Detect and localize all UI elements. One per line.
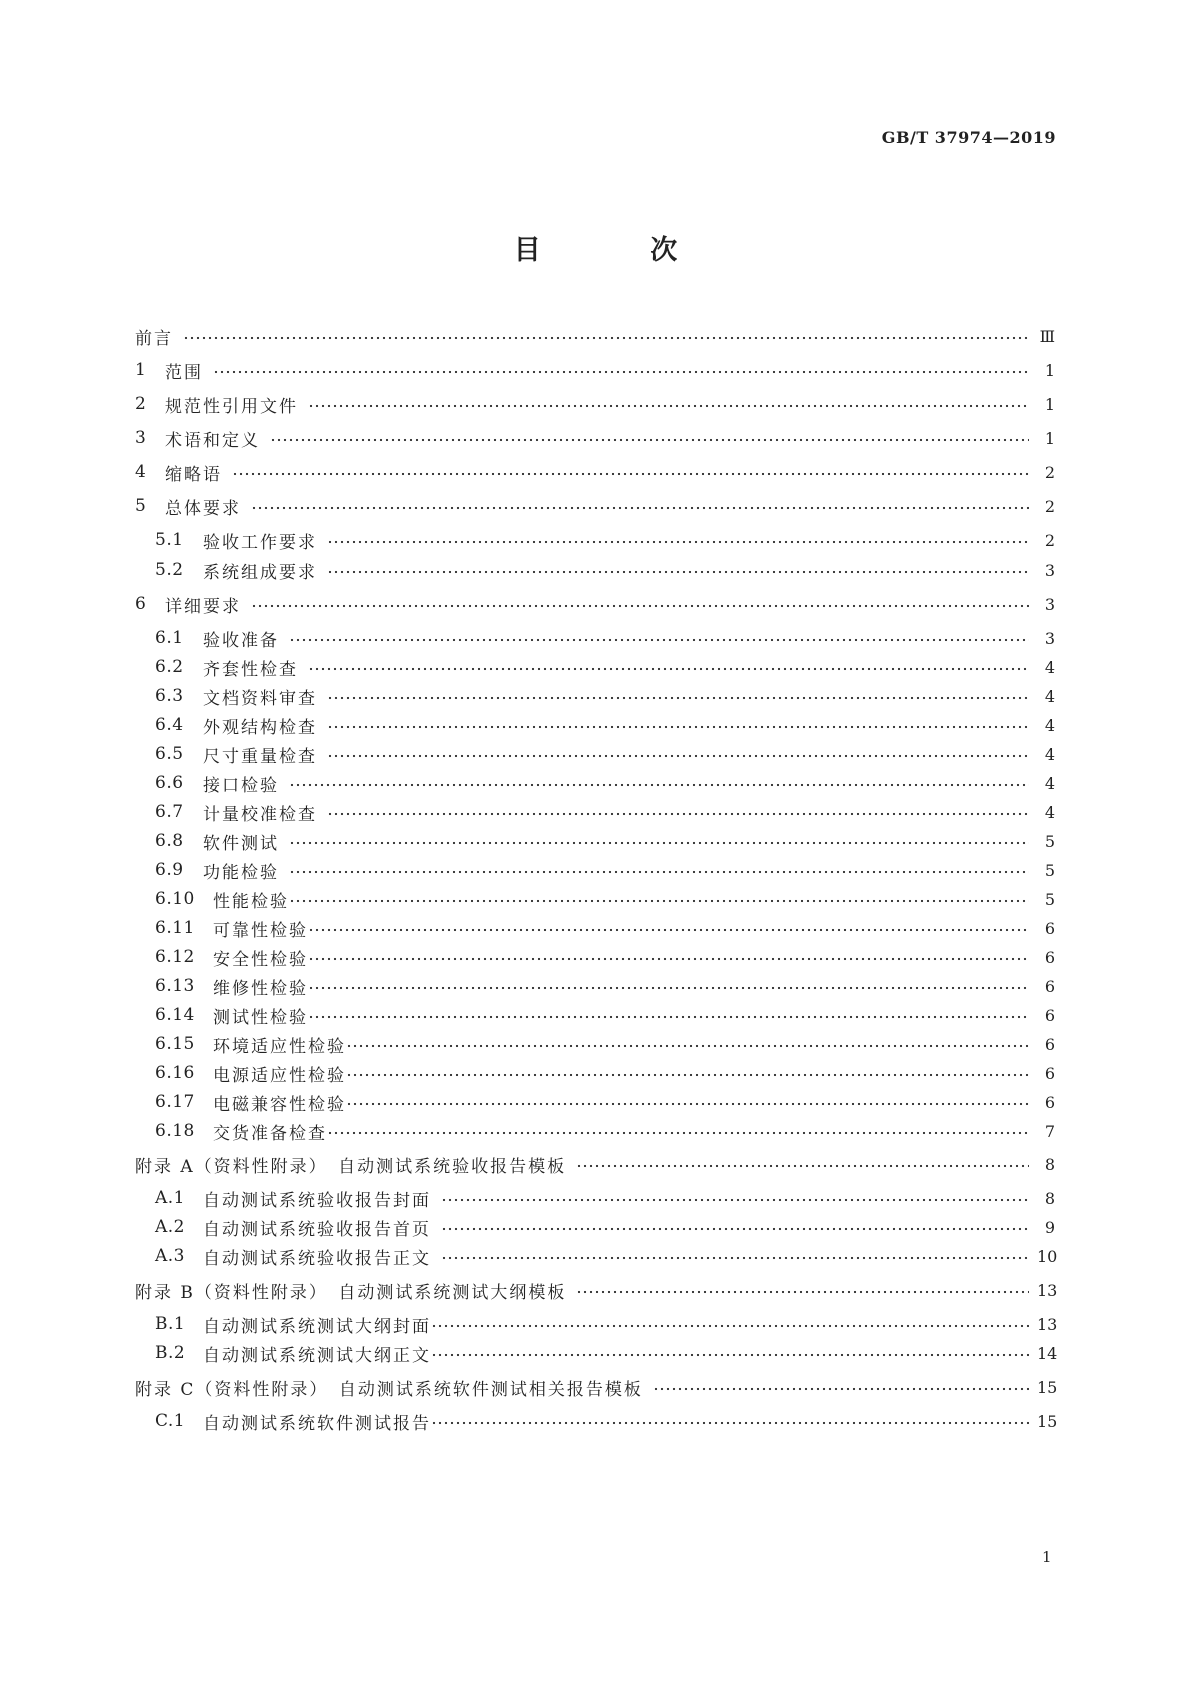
toc-entry-page: 6 <box>1044 976 1055 996</box>
toc-leader-dots <box>308 404 1029 408</box>
toc-entry-label: 前言 <box>135 328 173 349</box>
toc-entry-label: 附录 C（资料性附录） 自动测试系统软件测试相关报告模板 <box>135 1379 643 1400</box>
toc-leader-dots <box>308 957 1029 961</box>
toc-entry-number: 6.9 <box>155 860 184 880</box>
toc-leader-dots <box>327 540 1029 544</box>
toc-entry-page: Ⅲ <box>1039 326 1055 346</box>
toc-entry-label: 验收准备 <box>203 630 279 651</box>
toc-leader-dots <box>327 725 1029 729</box>
toc-entry-appendix[interactable] <box>135 1278 1058 1303</box>
toc-entry[interactable] <box>135 1032 1055 1056</box>
toc-leader-dots <box>289 841 1029 845</box>
toc-entry-page: 2 <box>1044 496 1055 516</box>
toc-entry-page: 9 <box>1044 1217 1055 1237</box>
toc-leader-dots <box>308 667 1029 671</box>
toc-entry-page: 2 <box>1044 462 1055 482</box>
toc-entry-label: 范围 <box>165 362 203 383</box>
toc-entry[interactable] <box>135 1341 1058 1366</box>
toc-leader-dots <box>346 1102 1029 1106</box>
toc-entry-number: 6.2 <box>155 657 184 677</box>
toc-entry[interactable] <box>135 1312 1058 1337</box>
toc-entry-page: 6 <box>1044 1092 1055 1112</box>
toc-entry-number: A.3 <box>155 1246 185 1266</box>
toc-entry-label: 交货准备检查 <box>213 1123 327 1144</box>
toc-entry-label: 附录 B（资料性附录） 自动测试系统测试大纲模板 <box>135 1282 567 1303</box>
toc-entry-label: 接口检验 <box>203 775 279 796</box>
toc-entry-page: 4 <box>1044 773 1055 793</box>
toc-entry-label: 缩略语 <box>165 464 222 485</box>
toc-entry-number: B.1 <box>155 1314 186 1334</box>
toc-leader-dots <box>308 928 1029 932</box>
toc-entry[interactable] <box>135 1244 1058 1269</box>
toc-entry[interactable] <box>135 460 1055 484</box>
toc-entry-number: 6.5 <box>155 744 184 764</box>
toc-leader-dots <box>308 1015 1029 1019</box>
toc-entry-label: 维修性检验 <box>213 978 308 999</box>
toc-entry[interactable] <box>135 494 1055 518</box>
toc-entry-page: 13 <box>1037 1280 1058 1300</box>
toc-entry-label: 文档资料审查 <box>203 688 317 709</box>
toc-entry-page: 2 <box>1044 530 1055 550</box>
toc-entry-page: 8 <box>1044 1188 1055 1208</box>
toc-entry[interactable] <box>135 945 1055 969</box>
toc-entry-page: 3 <box>1044 628 1055 648</box>
toc-leader-dots <box>289 870 1029 874</box>
toc-entry[interactable] <box>135 829 1055 853</box>
toc-entry-label: 计量校准检查 <box>203 804 317 825</box>
toc-entry[interactable] <box>135 1119 1055 1143</box>
toc-entry-number: A.2 <box>155 1217 185 1237</box>
toc-entry-label: 自动测试系统测试大纲正文 <box>203 1345 431 1366</box>
toc-leader-dots <box>346 1073 1029 1077</box>
toc-entry-number: 6.7 <box>155 802 184 822</box>
toc-leader-dots <box>576 1164 1029 1168</box>
toc-leader-dots <box>431 1324 1029 1328</box>
toc-leader-dots <box>213 370 1029 374</box>
toc-entry-label: 环境适应性检验 <box>213 1036 346 1057</box>
toc-leader-dots <box>251 506 1029 510</box>
toc-entry[interactable] <box>135 887 1055 911</box>
toc-entry[interactable] <box>135 626 1055 650</box>
toc-entry-label: 性能检验 <box>213 891 289 912</box>
toc-leader-dots <box>431 1353 1029 1357</box>
toc-entry-number: 6.13 <box>155 976 195 996</box>
toc-entry-page: 15 <box>1037 1411 1058 1431</box>
toc-entry[interactable] <box>135 358 1055 382</box>
toc-leader-dots <box>327 754 1029 758</box>
toc-entry[interactable] <box>135 1061 1055 1085</box>
toc-entry-page: 1 <box>1044 360 1055 380</box>
toc-entry-label: 电源适应性检验 <box>213 1065 346 1086</box>
toc-entry-number: 3 <box>135 428 147 448</box>
toc-entry-label: 总体要求 <box>165 498 241 519</box>
toc-entry-label: 电磁兼容性检验 <box>213 1094 346 1115</box>
page-number: 1 <box>1042 1548 1052 1566</box>
toc-leader-dots <box>289 638 1029 642</box>
toc-entry[interactable] <box>135 558 1055 582</box>
toc-entry-number: 5 <box>135 496 147 516</box>
toc-entry-page: 4 <box>1044 802 1055 822</box>
toc-entry-label: 功能检验 <box>203 862 279 883</box>
toc-entry-number: 6.1 <box>155 628 184 648</box>
toc-entry-label: 自动测试系统验收报告封面 <box>203 1190 431 1211</box>
toc-entry-number: B.2 <box>155 1343 186 1363</box>
toc-entry[interactable] <box>135 800 1055 824</box>
toc-entry[interactable] <box>135 916 1055 940</box>
toc-entry-label: 可靠性检验 <box>213 920 308 941</box>
toc-entry[interactable] <box>135 974 1055 998</box>
toc-entry[interactable] <box>135 324 1055 348</box>
toc-leader-dots <box>576 1290 1029 1294</box>
toc-entry-page: 14 <box>1037 1343 1058 1363</box>
toc-entry-label: 术语和定义 <box>165 430 260 451</box>
toc-entry-number: 6.16 <box>155 1063 195 1083</box>
toc-leader-dots <box>232 472 1029 476</box>
toc-entry-page: 8 <box>1044 1154 1055 1174</box>
toc-entry-number: 2 <box>135 394 147 414</box>
toc-entry[interactable] <box>135 1409 1058 1434</box>
toc-entry-label: 自动测试系统验收报告首页 <box>203 1219 431 1240</box>
toc-entry-page: 6 <box>1044 1063 1055 1083</box>
toc-entry-page: 5 <box>1044 860 1055 880</box>
toc-entry-number: 6.10 <box>155 889 195 909</box>
standard-code: GB/T 37974—2019 <box>881 128 1056 147</box>
toc-entry-page: 6 <box>1044 918 1055 938</box>
toc-entry-label: 外观结构检查 <box>203 717 317 738</box>
page-title: 目 次 <box>513 235 728 266</box>
toc-entry-label: 规范性引用文件 <box>165 396 298 417</box>
toc-entry[interactable] <box>135 1186 1055 1210</box>
toc-entry-number: 6.15 <box>155 1034 195 1054</box>
toc-entry-number: 6.11 <box>155 918 195 938</box>
toc-leader-dots <box>327 1131 1029 1135</box>
toc-entry-page: 1 <box>1044 394 1055 414</box>
toc-leader-dots <box>327 570 1029 574</box>
toc-entry[interactable] <box>135 1003 1055 1027</box>
toc-entry[interactable] <box>135 713 1055 737</box>
toc-entry-number: 6.12 <box>155 947 195 967</box>
toc-entry-number: 6.17 <box>155 1092 195 1112</box>
toc-entry-appendix[interactable] <box>135 1375 1058 1400</box>
toc-entry-page: 4 <box>1044 657 1055 677</box>
toc-entry-number: 6.8 <box>155 831 184 851</box>
toc-leader-dots <box>327 696 1029 700</box>
toc-entry-page: 10 <box>1037 1246 1058 1266</box>
toc-entry-number: A.1 <box>155 1188 185 1208</box>
toc-leader-dots <box>346 1044 1029 1048</box>
toc-entry-page: 15 <box>1037 1377 1058 1397</box>
toc-leader-dots <box>289 899 1029 903</box>
toc-entry-label: 安全性检验 <box>213 949 308 970</box>
toc-entry-number: 6 <box>135 594 147 614</box>
toc-entry-page: 5 <box>1044 889 1055 909</box>
toc-entry-page: 3 <box>1044 560 1055 580</box>
toc-entry-number: 4 <box>135 462 147 482</box>
toc-entry-label: 系统组成要求 <box>203 562 317 583</box>
toc-leader-dots <box>251 604 1029 608</box>
toc-entry[interactable] <box>135 858 1055 882</box>
toc-leader-dots <box>270 438 1029 442</box>
toc-entry-label: 测试性检验 <box>213 1007 308 1028</box>
toc-entry-label: 验收工作要求 <box>203 532 317 553</box>
toc-entry-page: 4 <box>1044 686 1055 706</box>
toc-entry-page: 4 <box>1044 715 1055 735</box>
toc-entry[interactable] <box>135 684 1055 708</box>
toc-leader-dots <box>308 986 1029 990</box>
toc-entry-label: 自动测试系统验收报告正文 <box>203 1248 431 1269</box>
toc-entry-number: 6.3 <box>155 686 184 706</box>
toc-entry-number: 1 <box>135 360 147 380</box>
toc-leader-dots <box>431 1421 1029 1425</box>
toc-entry[interactable] <box>135 1215 1055 1239</box>
toc-leader-dots <box>441 1198 1029 1202</box>
toc-entry[interactable] <box>135 528 1055 552</box>
toc-entry-number: 6.14 <box>155 1005 195 1025</box>
toc-entry-page: 3 <box>1044 594 1055 614</box>
toc-entry-page: 6 <box>1044 947 1055 967</box>
toc-leader-dots <box>441 1256 1029 1260</box>
toc-entry-page: 6 <box>1044 1005 1055 1025</box>
toc-entry-number: 5.1 <box>155 530 184 550</box>
toc-entry[interactable] <box>135 592 1055 616</box>
toc-entry-label: 软件测试 <box>203 833 279 854</box>
toc-entry-label: 齐套性检查 <box>203 659 298 680</box>
toc-entry-label: 详细要求 <box>165 596 241 617</box>
toc-leader-dots <box>183 336 1029 340</box>
toc-entry-page: 1 <box>1044 428 1055 448</box>
toc-entry-appendix[interactable] <box>135 1152 1055 1176</box>
toc-leader-dots <box>441 1227 1029 1231</box>
toc-entry-number: 6.4 <box>155 715 184 735</box>
toc-entry[interactable] <box>135 1090 1055 1114</box>
toc-entry[interactable] <box>135 771 1055 795</box>
toc-entry-label: 自动测试系统软件测试报告 <box>203 1413 431 1434</box>
toc-entry[interactable] <box>135 426 1055 450</box>
toc-leader-dots <box>289 783 1029 787</box>
toc-entry-number: 5.2 <box>155 560 184 580</box>
toc-entry-page: 13 <box>1037 1314 1058 1334</box>
toc-leader-dots <box>327 812 1029 816</box>
toc-entry-label: 自动测试系统测试大纲封面 <box>203 1316 431 1337</box>
toc-entry[interactable] <box>135 742 1055 766</box>
toc-entry-page: 7 <box>1044 1121 1055 1141</box>
toc-entry[interactable] <box>135 655 1055 679</box>
toc-entry-number: C.1 <box>155 1411 186 1431</box>
toc-entry-number: 6.6 <box>155 773 184 793</box>
toc-entry-page: 5 <box>1044 831 1055 851</box>
toc-entry[interactable] <box>135 392 1055 416</box>
toc-entry-number: 6.18 <box>155 1121 195 1141</box>
toc-leader-dots <box>653 1387 1029 1391</box>
toc-entry-label: 尺寸重量检查 <box>203 746 317 767</box>
toc-entry-page: 4 <box>1044 744 1055 764</box>
toc-entry-page: 6 <box>1044 1034 1055 1054</box>
toc-entry-label: 附录 A（资料性附录） 自动测试系统验收报告模板 <box>135 1156 567 1177</box>
